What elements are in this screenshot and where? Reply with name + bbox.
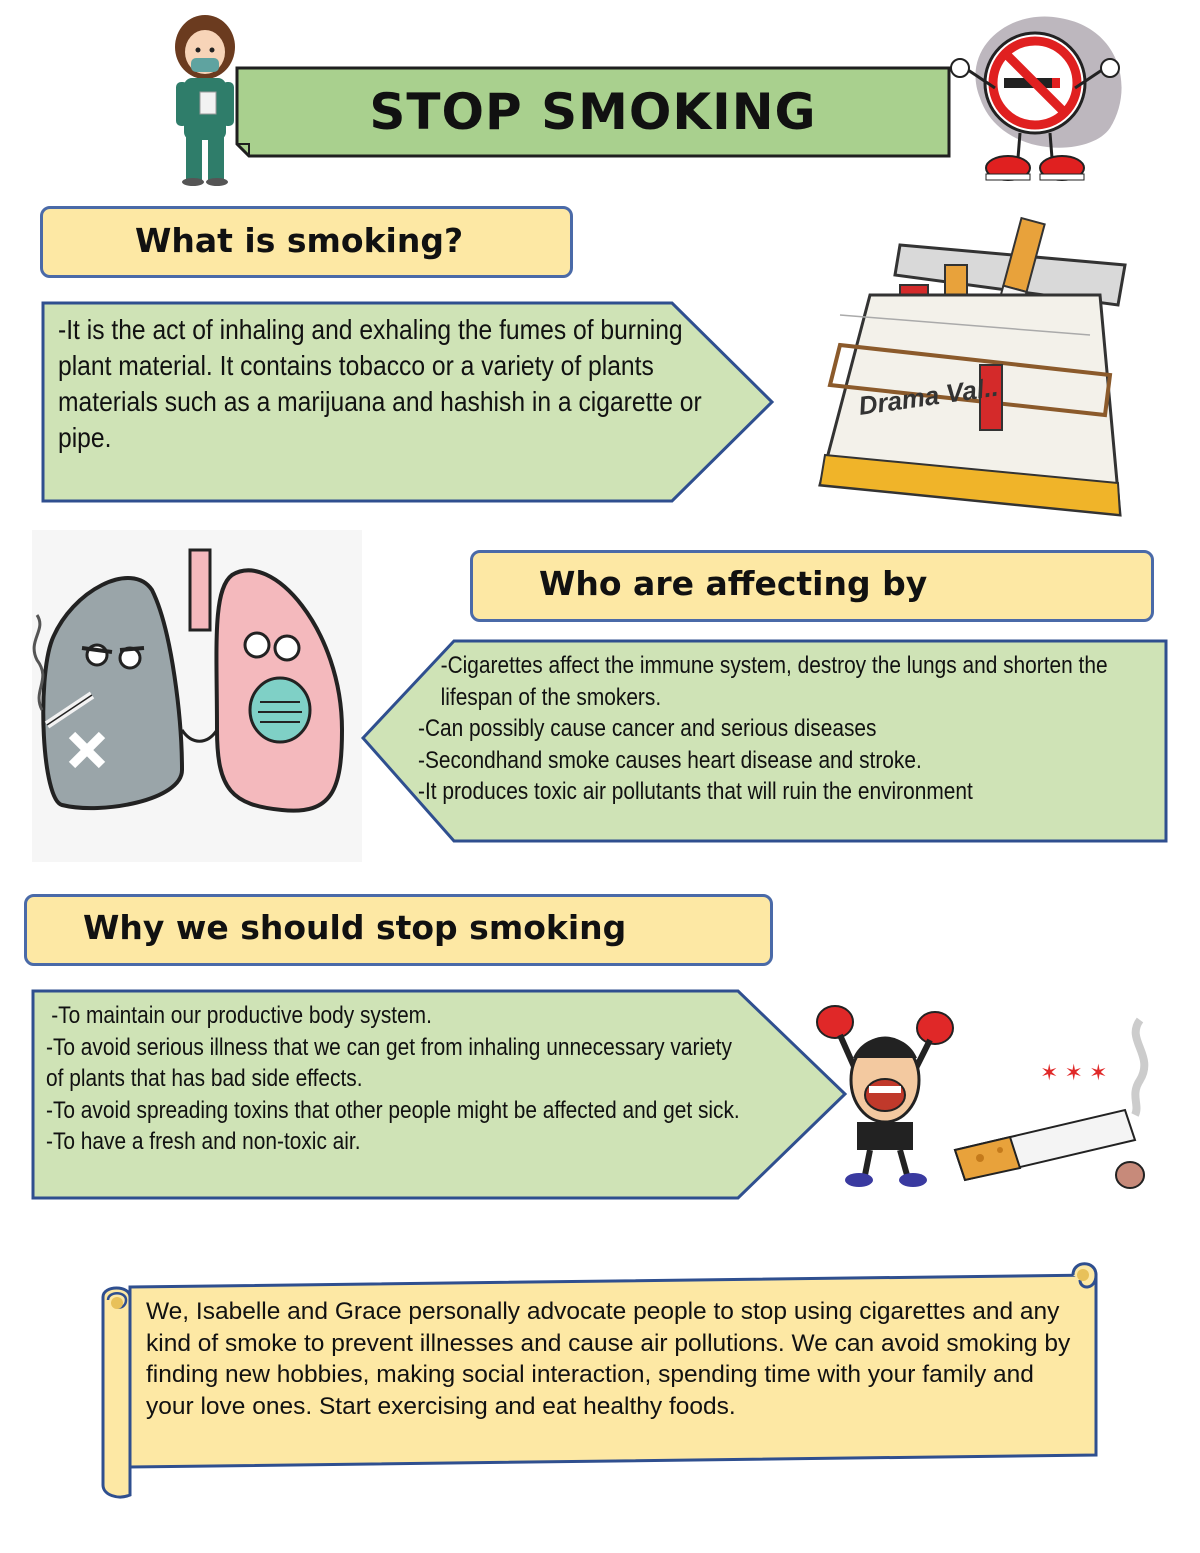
list-item: -To avoid serious illness that we can get from inhaling unnecessary variety of plants that has bad side effects. (46, 1033, 732, 1092)
list-item: -To have a fresh and non-toxic air. (46, 1128, 361, 1155)
boxer-vs-cigarette-illustration (795, 1000, 1170, 1195)
who-are-affected-list (418, 650, 1149, 808)
list-item: -Can possibly cause cancer and serious diseases (418, 715, 877, 742)
what-is-smoking-text: -It is the act of inhaling and exhaling the fumes of burning plant material. It contains tobacco or a variety of plants materials such as a marijuana and hashish in a cigarette or pipe. (58, 314, 702, 453)
section-heading-who-are-affected: Who are affecting by (470, 550, 1154, 622)
lungs-illustration (32, 530, 362, 862)
advocacy-message: We, Isabelle and Grace personally advocate people to stop using cigarettes and any kind of smoke to prevent illnesses and cause air pollutions. We can avoid smoking by finding new hobbies, making social interaction, spending time with your family and your love ones. Start exercising and eat healthy foods. (146, 1298, 1071, 1420)
list-item: -It produces toxic air pollutants that will ruin the environment (418, 778, 973, 805)
svg-text:Drama Val..: Drama Val.. (856, 371, 1001, 421)
no-smoking-sign-icon (940, 8, 1130, 193)
section-heading-why-stop: Why we should stop smoking (24, 894, 773, 966)
list-item: -Cigarettes affect the immune system, destroy the lungs and shorten the lifespan of the smokers. (440, 652, 1108, 711)
list-item: -To maintain our productive body system. (51, 1002, 432, 1029)
why-stop-list (46, 1000, 746, 1158)
page-title: STOP SMOKING (369, 83, 817, 141)
cigarette-pack-illustration (800, 215, 1130, 535)
list-item: -Secondhand smoke causes heart disease and stroke. (418, 746, 922, 774)
svg-text:✶ ✶ ✶: ✶ ✶ ✶ (1040, 1060, 1108, 1085)
list-item: -To avoid spreading toxins that other people might be affected and get sick. (46, 1096, 740, 1124)
section-heading-what-is-smoking: What is smoking? (40, 206, 573, 278)
